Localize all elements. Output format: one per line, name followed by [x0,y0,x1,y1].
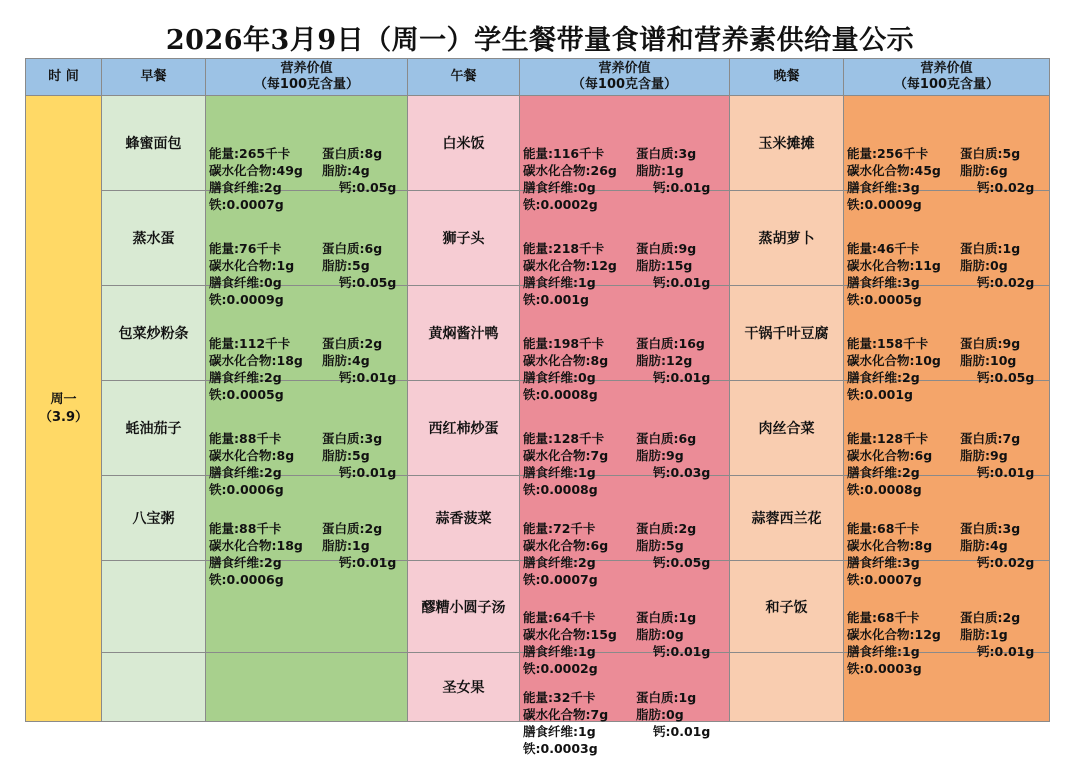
nutrient-carb: 碳水化合物:7g [523,448,609,463]
nutrient-carb: 碳水化合物:7g [523,707,609,722]
lunch-nutrition-cell [520,96,730,212]
dinner-dish-cell: 肉丝合菜 [730,381,844,476]
nutrient-fiber: 膳食纤维:1g [523,275,596,290]
nutrient-carb: 碳水化合物:10g [847,353,941,368]
nutrient-calcium: 钙:0.02g [977,555,1035,570]
dinner-dish-cell: 蒜蓉西兰花 [730,476,844,561]
nutrient-calcium: 钙:0.01g [339,555,397,570]
nutrient-carb: 碳水化合物:49g [209,163,303,178]
nutrient-fat: 脂肪:4g [960,538,1008,553]
day-date: （3.9） [38,409,89,425]
nutrient-protein: 蛋白质:16g [636,336,705,351]
nutrient-carb: 碳水化合物:6g [523,538,609,553]
breakfast-dish-cell: 八宝粥 [102,476,206,561]
nutrient-iron: 铁:0.0009g [847,197,922,212]
nutrient-calcium: 钙:0.01g [977,465,1035,480]
nutrient-carb: 碳水化合物:6g [847,448,933,463]
nutrient-fat: 脂肪:15g [636,258,693,273]
nutrient-fat: 脂肪:6g [960,163,1008,178]
nutrient-carb: 碳水化合物:11g [847,258,941,273]
dinner-nutrition-cell [844,96,1050,212]
lunch-dish-cell: 蒜香菠菜 [408,476,520,561]
dinner-dish-cell: 干锅千叶豆腐 [730,286,844,381]
dinner-dish-cell: 蒸胡萝卜 [730,191,844,286]
nutrient-fiber: 膳食纤维:3g [847,275,920,290]
nutrient-calcium: 钙:0.03g [653,465,711,480]
nutrient-protein: 蛋白质:3g [960,521,1021,536]
nutrient-carb: 碳水化合物:18g [209,353,303,368]
nutrient-carb: 碳水化合物:26g [523,163,617,178]
nutrient-energy: 能量:128千卡 [523,431,605,446]
nutrient-protein: 蛋白质:3g [636,146,697,161]
nutrient-fat: 脂肪:0g [636,626,684,642]
nutrient-fiber: 膳食纤维:2g [209,370,282,385]
nutrient-calcium: 钙:0.05g [339,180,397,195]
nutrient-energy: 能量:88千卡 [209,521,282,536]
lunch-dish-cell: 白米饭 [408,96,520,191]
nutrient-energy: 能量:218千卡 [523,241,605,256]
nutrient-energy: 能量:76千卡 [209,241,282,256]
nutrient-carb: 碳水化合物:18g [209,538,303,553]
menu-table [25,58,1050,756]
nutrient-carb: 碳水化合物:12g [523,258,617,273]
nutrient-energy: 能量:256千卡 [847,146,929,161]
nutrient-protein: 蛋白质:1g [960,241,1021,256]
nutrient-carb: 碳水化合物:15g [523,626,617,642]
nutrient-fiber: 膳食纤维:3g [847,180,920,195]
dinner-dish-cell: 玉米摊摊 [730,96,844,191]
breakfast-dish-cell: 蚝油茄子 [102,381,206,476]
nutrient-calcium: 钙:0.01g [653,180,711,195]
nutrient-iron: 铁:0.0003g [847,660,922,676]
nutrient-iron: 铁:0.0005g [847,292,922,307]
nutrient-fiber: 膳食纤维:2g [847,465,920,480]
header-dinner-nutrition: 营养价值 （每100克含量） [844,59,1050,96]
nutrient-iron: 铁:0.0008g [523,387,598,402]
nutrient-fat: 脂肪:10g [960,353,1017,368]
nutrient-protein: 蛋白质:2g [322,521,383,536]
nutrient-energy: 能量:72千卡 [523,521,596,536]
nutrient-fat: 脂肪:5g [322,258,370,273]
nutrient-fat: 脂肪:4g [322,163,370,178]
nutrient-energy: 能量:64千卡 [523,609,596,625]
nutrient-energy: 能量:46千卡 [847,241,920,256]
nutrient-fiber: 膳食纤维:1g [523,643,596,659]
nutrient-energy: 能量:198千卡 [523,336,605,351]
nutrient-protein: 蛋白质:9g [636,241,697,256]
header-lunch: 午餐 [408,59,520,96]
lunch-dish-cell: 西红柿炒蛋 [408,381,520,476]
nutrient-fat: 脂肪:0g [960,258,1008,273]
nutrient-energy: 能量:68千卡 [847,609,920,625]
nutrient-iron: 铁:0.0009g [209,292,284,307]
nutrient-fiber: 膳食纤维:2g [209,465,282,480]
nutrient-carb: 碳水化合物:8g [523,353,609,368]
nutrient-protein: 蛋白质:8g [322,146,383,161]
nutrient-protein: 蛋白质:3g [322,431,383,446]
nutrient-fat: 脂肪:9g [636,448,684,463]
nutrient-fiber: 膳食纤维:2g [209,555,282,570]
nutrient-energy: 能量:88千卡 [209,431,282,446]
nutrient-calcium: 钙:0.02g [977,275,1035,290]
nutrient-iron: 铁:0.0007g [523,572,598,587]
nutrient-fiber: 膳食纤维:1g [523,465,596,480]
nutrient-iron: 铁:0.0006g [209,482,284,497]
nutrient-iron: 铁:0.0007g [847,572,922,587]
page-title: 2026年3月9日（周一）学生餐带量食谱和营养素供给量公示 [165,25,915,56]
nutrient-carb: 碳水化合物:8g [847,538,933,553]
nutrient-iron: 铁:0.0003g [523,741,598,756]
nutrient-iron: 铁:0.001g [523,292,589,307]
nutrient-fiber: 膳食纤维:3g [847,555,920,570]
nutrient-fiber: 膳食纤维:2g [523,555,596,570]
nutrient-protein: 蛋白质:6g [636,431,697,446]
breakfast-nutrition-cell [206,653,408,722]
nutrient-calcium: 钙:0.05g [339,275,397,290]
nutrient-protein: 蛋白质:2g [636,521,697,536]
nutrient-iron: 铁:0.0007g [209,197,284,212]
nutrient-fiber: 膳食纤维:0g [523,370,596,385]
nutrient-fat: 脂肪:9g [960,448,1008,463]
nutrient-protein: 蛋白质:2g [322,336,383,351]
nutrient-energy: 能量:265千卡 [209,146,291,161]
nutrient-protein: 蛋白质:5g [960,146,1021,161]
nutrient-calcium: 钙:0.01g [977,643,1035,659]
header-time: 时 间 [26,59,102,96]
nutrient-fiber: 膳食纤维:1g [523,724,596,739]
nutrient-protein: 蛋白质:1g [636,690,697,705]
day-name: 周一 [50,391,77,407]
nutrient-fat: 脂肪:1g [960,626,1008,642]
nutrient-iron: 铁:0.0002g [523,660,598,676]
nutrient-calcium: 钙:0.01g [653,275,711,290]
lunch-dish-cell: 圣女果 [408,653,520,722]
nutrient-fat: 脂肪:1g [636,163,684,178]
nutrient-fiber: 膳食纤维:0g [209,275,282,290]
nutrient-energy: 能量:158千卡 [847,336,929,351]
nutrient-calcium: 钙:0.01g [339,370,397,385]
nutrient-carb: 碳水化合物:45g [847,163,941,178]
breakfast-dish-cell: 蒸水蛋 [102,191,206,286]
nutrient-fiber: 膳食纤维:2g [209,180,282,195]
nutrient-fat: 脂肪:5g [636,538,684,553]
nutrient-calcium: 钙:0.02g [977,180,1035,195]
nutrient-protein: 蛋白质:1g [636,609,697,625]
header-dinner: 晚餐 [730,59,844,96]
nutrient-energy: 能量:32千卡 [523,690,596,705]
nutrient-iron: 铁:0.001g [847,387,913,402]
breakfast-dish-cell [102,653,206,722]
nutrient-fiber: 膳食纤维:1g [847,643,920,659]
nutrient-calcium: 钙:0.05g [977,370,1035,385]
breakfast-dish-cell: 蜂蜜面包 [102,96,206,191]
nutrient-energy: 能量:116千卡 [523,146,605,161]
breakfast-nutrition-cell [206,96,408,212]
dinner-dish-cell: 和子饭 [730,561,844,653]
nutrient-energy: 能量:68千卡 [847,521,920,536]
nutrient-fiber: 膳食纤维:0g [523,180,596,195]
nutrient-calcium: 钙:0.05g [653,555,711,570]
nutrient-carb: 碳水化合物:8g [209,448,295,463]
header-breakfast-nutrition: 营养价值 （每100克含量） [206,59,408,96]
nutrient-iron: 铁:0.0005g [209,387,284,402]
nutrient-calcium: 钙:0.01g [653,724,711,739]
nutrient-iron: 铁:0.0008g [847,482,922,497]
nutrient-iron: 铁:0.0002g [523,197,598,212]
nutrient-calcium: 钙:0.01g [339,465,397,480]
header-row [26,59,1050,96]
table-row [26,96,1050,191]
breakfast-dish-cell [102,561,206,653]
dinner-dish-cell [730,653,844,722]
nutrient-fat: 脂肪:0g [636,707,684,722]
breakfast-dish-cell: 包菜炒粉条 [102,286,206,381]
nutrient-calcium: 钙:0.01g [653,370,711,385]
header-breakfast: 早餐 [102,59,206,96]
day-cell [26,96,102,722]
nutrient-fat: 脂肪:1g [322,538,370,553]
nutrient-energy: 能量:128千卡 [847,431,929,446]
nutrient-protein: 蛋白质:2g [960,609,1021,625]
nutrient-fat: 脂肪:4g [322,353,370,368]
nutrient-calcium: 钙:0.01g [653,643,711,659]
nutrient-energy: 能量:112千卡 [209,336,291,351]
nutrient-protein: 蛋白质:6g [322,241,383,256]
nutrient-protein: 蛋白质:7g [960,431,1021,446]
lunch-dish-cell: 黄焖酱汁鸭 [408,286,520,381]
header-lunch-nutrition: 营养价值 （每100克含量） [520,59,730,96]
nutrient-iron: 铁:0.0008g [523,482,598,497]
lunch-dish-cell: 醪糟小圆子汤 [408,561,520,653]
nutrient-carb: 碳水化合物:1g [209,258,295,273]
lunch-dish-cell: 狮子头 [408,191,520,286]
nutrient-fat: 脂肪:12g [636,353,693,368]
nutrient-fiber: 膳食纤维:2g [847,370,920,385]
nutrient-carb: 碳水化合物:12g [847,626,941,642]
nutrient-fat: 脂肪:5g [322,448,370,463]
nutrient-protein: 蛋白质:9g [960,336,1021,351]
nutrient-iron: 铁:0.0006g [209,572,284,587]
